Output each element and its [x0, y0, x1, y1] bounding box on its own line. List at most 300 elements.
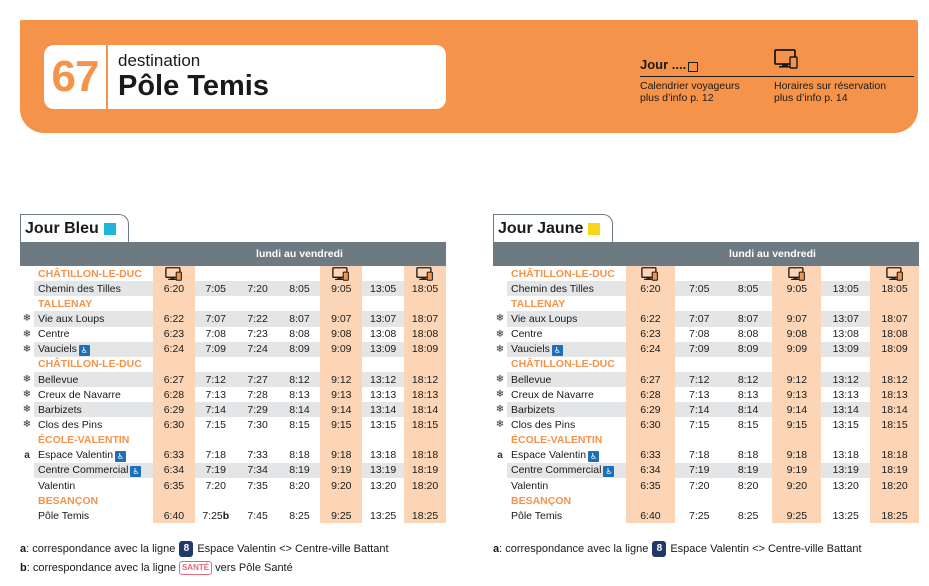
zone-cell	[821, 266, 870, 281]
time-cell: 7:14	[675, 402, 724, 417]
time-cell: 9:20	[772, 478, 821, 493]
time-cell: 9:14	[772, 402, 821, 417]
time-cell: 7:14	[195, 402, 237, 417]
legend-reservation	[774, 53, 914, 104]
stop-name: Barbizets	[511, 403, 555, 416]
time-cell: 18:25	[870, 508, 919, 523]
zone-cell	[279, 493, 321, 508]
days-header-row	[20, 242, 446, 266]
stop-row	[20, 402, 446, 417]
stop-name: Valentin	[38, 479, 76, 492]
zone-name: CHÂTILLON-LE-DUC	[38, 358, 142, 371]
stop-name: Clos des Pins	[511, 418, 576, 431]
row-mark	[20, 493, 34, 508]
time-cell: 6:29	[153, 402, 195, 417]
zone-cell	[320, 493, 362, 508]
stop-row	[20, 463, 446, 478]
time-cell: 7:27	[237, 372, 279, 387]
time-cell: 6:30	[626, 417, 675, 432]
time-cell: 18:08	[404, 327, 446, 342]
time-cell: 8:19	[724, 463, 773, 478]
time-cell: 9:19	[320, 463, 362, 478]
zone-row	[493, 493, 919, 508]
time-cell: 18:18	[870, 448, 919, 463]
time-cell: 8:07	[724, 311, 773, 326]
time-cell: 9:07	[772, 311, 821, 326]
legend-resa-line2: plus d’info p. 14	[774, 92, 848, 104]
zone-cell	[153, 357, 195, 372]
time-cell: 9:13	[320, 387, 362, 402]
stop-name: Clos des Pins	[38, 418, 103, 431]
day-square-icon	[688, 62, 698, 72]
time-cell: 9:25	[772, 508, 821, 523]
zone-row	[20, 296, 446, 311]
time-cell: 13:05	[362, 281, 404, 296]
stop-name: Centre	[511, 328, 543, 341]
line-number: 67	[44, 45, 108, 109]
zone-cell	[404, 433, 446, 448]
stop-name: Centre	[38, 328, 70, 341]
time-cell: 7:15	[205, 418, 226, 431]
zone-cell	[195, 433, 237, 448]
time-cell: 7:33	[247, 449, 268, 462]
snowflake-icon: ❄	[22, 374, 32, 386]
wheelchair-icon: ♿	[80, 345, 88, 355]
time-cell: 18:09	[404, 342, 446, 357]
time-cell: 18:14	[404, 402, 446, 417]
time-cell: 7:23	[247, 328, 268, 341]
row-mark	[493, 493, 507, 508]
zone-cell	[237, 433, 279, 448]
zone-row	[20, 357, 446, 372]
time-cell: 13:08	[832, 328, 859, 341]
snowflake-icon: ❄	[495, 343, 505, 355]
time-cell: 7:29	[237, 402, 279, 417]
legend-jour	[640, 53, 780, 104]
zone-cell	[279, 433, 321, 448]
zone-cell	[195, 296, 237, 311]
time-cell: 18:13	[404, 387, 446, 402]
day-color-square-icon	[104, 223, 116, 235]
time-cell: 6:20	[153, 281, 195, 296]
reservation-icon	[772, 266, 821, 281]
zone-cell	[362, 357, 404, 372]
row-mark: a	[24, 449, 30, 461]
wheelchair-icon: ♿	[117, 451, 125, 461]
time-cell: 18:13	[870, 387, 919, 402]
row-mark	[20, 478, 34, 493]
zone-cell	[279, 357, 321, 372]
time-cell: 6:33	[153, 448, 195, 463]
zone-name: TALLENAY	[511, 297, 566, 310]
stop-row	[493, 402, 919, 417]
time-cell: 8:05	[724, 281, 773, 296]
row-mark	[493, 433, 507, 448]
time-cell: 18:09	[870, 342, 919, 357]
wheelchair-icon: ♿	[553, 345, 561, 355]
destination-block	[108, 52, 269, 102]
time-cell: 7:07	[675, 311, 724, 326]
zone-row	[20, 266, 446, 281]
zone-cell	[724, 433, 773, 448]
line-8-badge: 8	[652, 541, 666, 557]
time-cell: 13:14	[362, 402, 404, 417]
time-cell: 8:14	[724, 402, 773, 417]
time-cell: 9:15	[320, 417, 362, 432]
zone-row	[20, 493, 446, 508]
zone-cell	[626, 433, 675, 448]
day-color-square-icon	[588, 223, 600, 235]
time-cell: 13:25	[370, 509, 397, 522]
time-cell: 7:07	[195, 311, 237, 326]
time-cell: 6:40	[153, 508, 195, 523]
zone-cell	[362, 433, 404, 448]
zone-cell	[870, 493, 919, 508]
stop-row	[493, 372, 919, 387]
zone-cell	[675, 266, 724, 281]
time-cell: 7:45	[247, 509, 268, 522]
time-cell: 8:15	[289, 418, 310, 431]
time-cell: 7:19	[675, 463, 724, 478]
row-mark	[20, 463, 34, 478]
reservation-icon	[626, 266, 675, 281]
time-cell: 13:15	[370, 418, 397, 431]
zone-cell	[237, 296, 279, 311]
zone-cell	[821, 493, 870, 508]
footnote-a-left: a : correspondance avec la ligne 8 Espace Valentin <> Centre-ville Battant	[20, 543, 389, 555]
time-cell: 8:20	[289, 479, 310, 492]
time-cell: 18:07	[870, 311, 919, 326]
snowflake-icon: ❄	[495, 374, 505, 386]
timetable-grid	[20, 242, 446, 523]
stop-row	[493, 327, 919, 342]
timetable-title: Jour Jaune	[498, 219, 584, 237]
time-cell: 7:18	[689, 449, 710, 462]
time-cell: 8:19	[279, 463, 321, 478]
row-mark	[493, 281, 507, 296]
wheelchair-icon: ♿	[590, 451, 598, 461]
stop-name: Chemin des Tilles	[511, 282, 594, 295]
stop-name: Pôle Temis	[38, 509, 90, 522]
time-cell: 6:35	[626, 478, 675, 493]
stop-row	[20, 311, 446, 326]
time-cell: 9:18	[772, 448, 821, 463]
time-cell: 7:20	[237, 281, 279, 296]
time-cell: 13:07	[362, 311, 404, 326]
wheelchair-icon: ♿	[132, 466, 140, 476]
zone-cell	[821, 296, 870, 311]
zone-cell	[772, 357, 821, 372]
zone-cell	[724, 493, 773, 508]
snowflake-icon: ❄	[495, 419, 505, 431]
time-cell: 18:14	[870, 402, 919, 417]
time-cell: 9:20	[320, 478, 362, 493]
time-cell: 8:18	[289, 449, 310, 462]
time-cell: 18:08	[870, 327, 919, 342]
time-cell: 9:12	[772, 372, 821, 387]
stop-row	[493, 478, 919, 493]
zone-row	[493, 357, 919, 372]
time-cell: 6:34	[626, 463, 675, 478]
time-cell: 8:15	[737, 418, 759, 431]
zone-cell	[675, 357, 724, 372]
row-mark	[493, 463, 507, 478]
stop-row	[20, 372, 446, 387]
time-cell: 13:19	[362, 463, 404, 478]
zone-cell	[675, 493, 724, 508]
zone-cell	[626, 357, 675, 372]
zone-name: CHÂTILLON-LE-DUC	[38, 267, 142, 280]
legend-jour-line1: Calendrier voyageurs	[640, 80, 740, 92]
row-mark: a	[497, 449, 503, 461]
snowflake-icon: ❄	[495, 389, 505, 401]
wheelchair-icon: ♿	[605, 466, 613, 476]
zone-cell	[237, 266, 279, 281]
time-cell: 6:40	[626, 508, 675, 523]
time-cell: 9:18	[320, 448, 362, 463]
time-cell: 8:08	[289, 328, 310, 341]
zone-cell	[279, 296, 321, 311]
zone-cell	[320, 357, 362, 372]
stop-name: Centre Commercial	[511, 463, 602, 476]
time-cell: 8:08	[737, 328, 759, 341]
stop-row	[20, 508, 446, 523]
time-cell: 7:12	[195, 372, 237, 387]
stop-name: Vauciels	[38, 342, 77, 355]
reservation-icon	[774, 49, 798, 72]
stop-name: Valentin	[511, 479, 549, 492]
time-cell: 13:09	[362, 342, 404, 357]
timetable-jour-jaune	[493, 214, 919, 523]
line-card	[44, 45, 446, 109]
row-mark	[20, 266, 34, 281]
zone-cell	[153, 493, 195, 508]
time-cell: 13:05	[821, 281, 870, 296]
snowflake-icon: ❄	[495, 328, 505, 340]
row-mark	[20, 433, 34, 448]
time-cell: 6:24	[626, 342, 675, 357]
zone-cell	[362, 493, 404, 508]
stop-row	[20, 342, 446, 357]
time-cell: 13:14	[821, 402, 870, 417]
time-cell: 13:08	[370, 328, 397, 341]
zone-cell	[675, 296, 724, 311]
snowflake-icon: ❄	[495, 404, 505, 416]
row-mark	[493, 296, 507, 311]
zone-cell	[870, 357, 919, 372]
legend-resa-line1: Horaires sur réservation	[774, 80, 887, 92]
time-cell: 8:25	[737, 509, 759, 522]
time-cell: 18:18	[404, 448, 446, 463]
reservation-icon	[153, 266, 195, 281]
time-cell: 6:23	[153, 327, 195, 342]
time-cell: 18:05	[404, 281, 446, 296]
time-cell: 9:08	[320, 327, 362, 342]
footnote-b-left: b : correspondance avec la ligne SANTÉ vers Pôle Santé	[20, 562, 293, 574]
zone-cell	[279, 266, 321, 281]
snowflake-icon: ❄	[22, 419, 32, 431]
snowflake-icon: ❄	[495, 313, 505, 325]
time-cell: 9:19	[772, 463, 821, 478]
stop-name: Creux de Navarre	[38, 388, 121, 401]
time-cell: 8:20	[737, 479, 759, 492]
zone-cell	[153, 296, 195, 311]
stop-name: Vauciels	[511, 342, 550, 355]
legend-jour-title: Jour ....	[640, 57, 687, 72]
time-cell: 13:20	[832, 479, 859, 492]
time-cell: 9:05	[772, 281, 821, 296]
footnote-a-right: a : correspondance avec la ligne 8 Espace Valentin <> Centre-ville Battant	[493, 543, 862, 555]
time-cell: 8:09	[724, 342, 773, 357]
time-cell: 8:05	[279, 281, 321, 296]
stop-row	[20, 387, 446, 402]
time-cell: 7:18	[205, 449, 226, 462]
time-cell: 6:27	[153, 372, 195, 387]
stop-row	[493, 311, 919, 326]
row-mark	[20, 357, 34, 372]
zone-cell	[404, 296, 446, 311]
zone-cell	[195, 357, 237, 372]
zone-row	[493, 433, 919, 448]
time-cell: 13:25	[832, 509, 859, 522]
time-cell: 18:25	[404, 508, 446, 523]
time-cell: 9:25	[320, 508, 362, 523]
zone-cell	[404, 357, 446, 372]
snowflake-icon: ❄	[22, 343, 32, 355]
stop-row	[493, 281, 919, 296]
zone-cell	[724, 266, 773, 281]
row-mark	[493, 357, 507, 372]
zone-cell	[870, 433, 919, 448]
zone-row	[493, 266, 919, 281]
time-cell: 18:12	[870, 372, 919, 387]
time-cell: 13:18	[370, 449, 397, 462]
reservation-icon	[870, 266, 919, 281]
stop-name: Pôle Temis	[511, 509, 563, 522]
time-cell: 7:34	[237, 463, 279, 478]
zone-cell	[772, 493, 821, 508]
stop-row	[20, 327, 446, 342]
sante-line-badge: SANTÉ	[179, 561, 212, 575]
zone-cell	[320, 296, 362, 311]
snowflake-icon: ❄	[22, 328, 32, 340]
time-cell: 7:25	[689, 509, 710, 522]
stop-row	[20, 478, 446, 493]
time-cell: 8:12	[279, 372, 321, 387]
time-cell: 18:12	[404, 372, 446, 387]
zone-name: CHÂTILLON-LE-DUC	[511, 267, 615, 280]
time-cell: 9:15	[772, 417, 821, 432]
time-cell: 13:19	[821, 463, 870, 478]
zone-cell	[362, 296, 404, 311]
time-cell: 7:22	[237, 311, 279, 326]
row-mark	[20, 296, 34, 311]
time-cell: 7:08	[689, 328, 710, 341]
zone-cell	[675, 433, 724, 448]
days-label: lundi au vendredi	[153, 242, 446, 266]
snowflake-icon: ❄	[22, 404, 32, 416]
zone-cell	[772, 296, 821, 311]
time-cell: 9:07	[320, 311, 362, 326]
time-cell: 6:20	[626, 281, 675, 296]
time-cell: 7:30	[247, 418, 268, 431]
time-cell: 7:20	[205, 479, 226, 492]
time-cell: 6:34	[153, 463, 195, 478]
zone-cell	[237, 493, 279, 508]
time-cell: 13:07	[821, 311, 870, 326]
header-banner	[20, 20, 918, 133]
time-cell: 6:33	[626, 448, 675, 463]
zone-cell	[237, 357, 279, 372]
time-cell: 18:07	[404, 311, 446, 326]
line-8-badge: 8	[179, 541, 193, 557]
stop-row	[20, 448, 446, 463]
time-cell: 13:13	[370, 388, 397, 401]
time-cell: 8:13	[737, 388, 759, 401]
time-cell: 7:13	[689, 388, 710, 401]
stop-name: Espace Valentin	[511, 448, 587, 461]
time-cell: 6:29	[626, 402, 675, 417]
time-cell: 9:09	[320, 342, 362, 357]
stop-row	[493, 417, 919, 432]
stop-row	[493, 448, 919, 463]
time-cell: 6:24	[153, 342, 195, 357]
time-cell: 8:18	[737, 449, 759, 462]
time-cell: 9:09	[772, 342, 821, 357]
time-cell: 7:05	[195, 281, 237, 296]
reservation-icon	[404, 266, 446, 281]
time-cell: 13:09	[821, 342, 870, 357]
zone-cell	[404, 493, 446, 508]
zone-name: ÉCOLE-VALENTIN	[511, 434, 603, 447]
zone-cell	[870, 296, 919, 311]
row-mark	[493, 508, 507, 523]
zone-cell	[626, 493, 675, 508]
time-cell: 9:08	[772, 327, 821, 342]
time-cell: 7:20	[689, 479, 710, 492]
time-cell: 8:25	[289, 509, 310, 522]
time-cell: 6:35	[153, 478, 195, 493]
snowflake-icon: ❄	[22, 389, 32, 401]
stop-name: Vie aux Loups	[511, 312, 578, 325]
zone-name: CHÂTILLON-LE-DUC	[511, 358, 615, 371]
time-cell: 8:12	[724, 372, 773, 387]
time-cell: 8:09	[279, 342, 321, 357]
time-cell: 9:12	[320, 372, 362, 387]
time-cell: 6:30	[153, 417, 195, 432]
time-cell: 18:15	[404, 417, 446, 432]
legend-jour-line2: plus d’info p. 12	[640, 92, 714, 104]
time-cell: 6:22	[626, 311, 675, 326]
zone-cell	[626, 296, 675, 311]
zone-cell	[821, 357, 870, 372]
time-cell: 18:15	[870, 417, 919, 432]
zone-row	[493, 296, 919, 311]
zone-name: BESANÇON	[38, 494, 99, 507]
time-cell: 6:27	[626, 372, 675, 387]
time-cell: 9:13	[772, 387, 821, 402]
time-cell: 9:05	[320, 281, 362, 296]
timetable-jour-bleu	[20, 214, 446, 523]
time-cell: 18:20	[870, 478, 919, 493]
time-cell: 7:24	[237, 342, 279, 357]
stop-name: Espace Valentin	[38, 448, 114, 461]
time-cell: 8:13	[289, 388, 310, 401]
time-cell: 7:28	[247, 388, 268, 401]
stop-name: Creux de Navarre	[511, 388, 594, 401]
time-cell: 13:12	[821, 372, 870, 387]
stop-row	[493, 342, 919, 357]
